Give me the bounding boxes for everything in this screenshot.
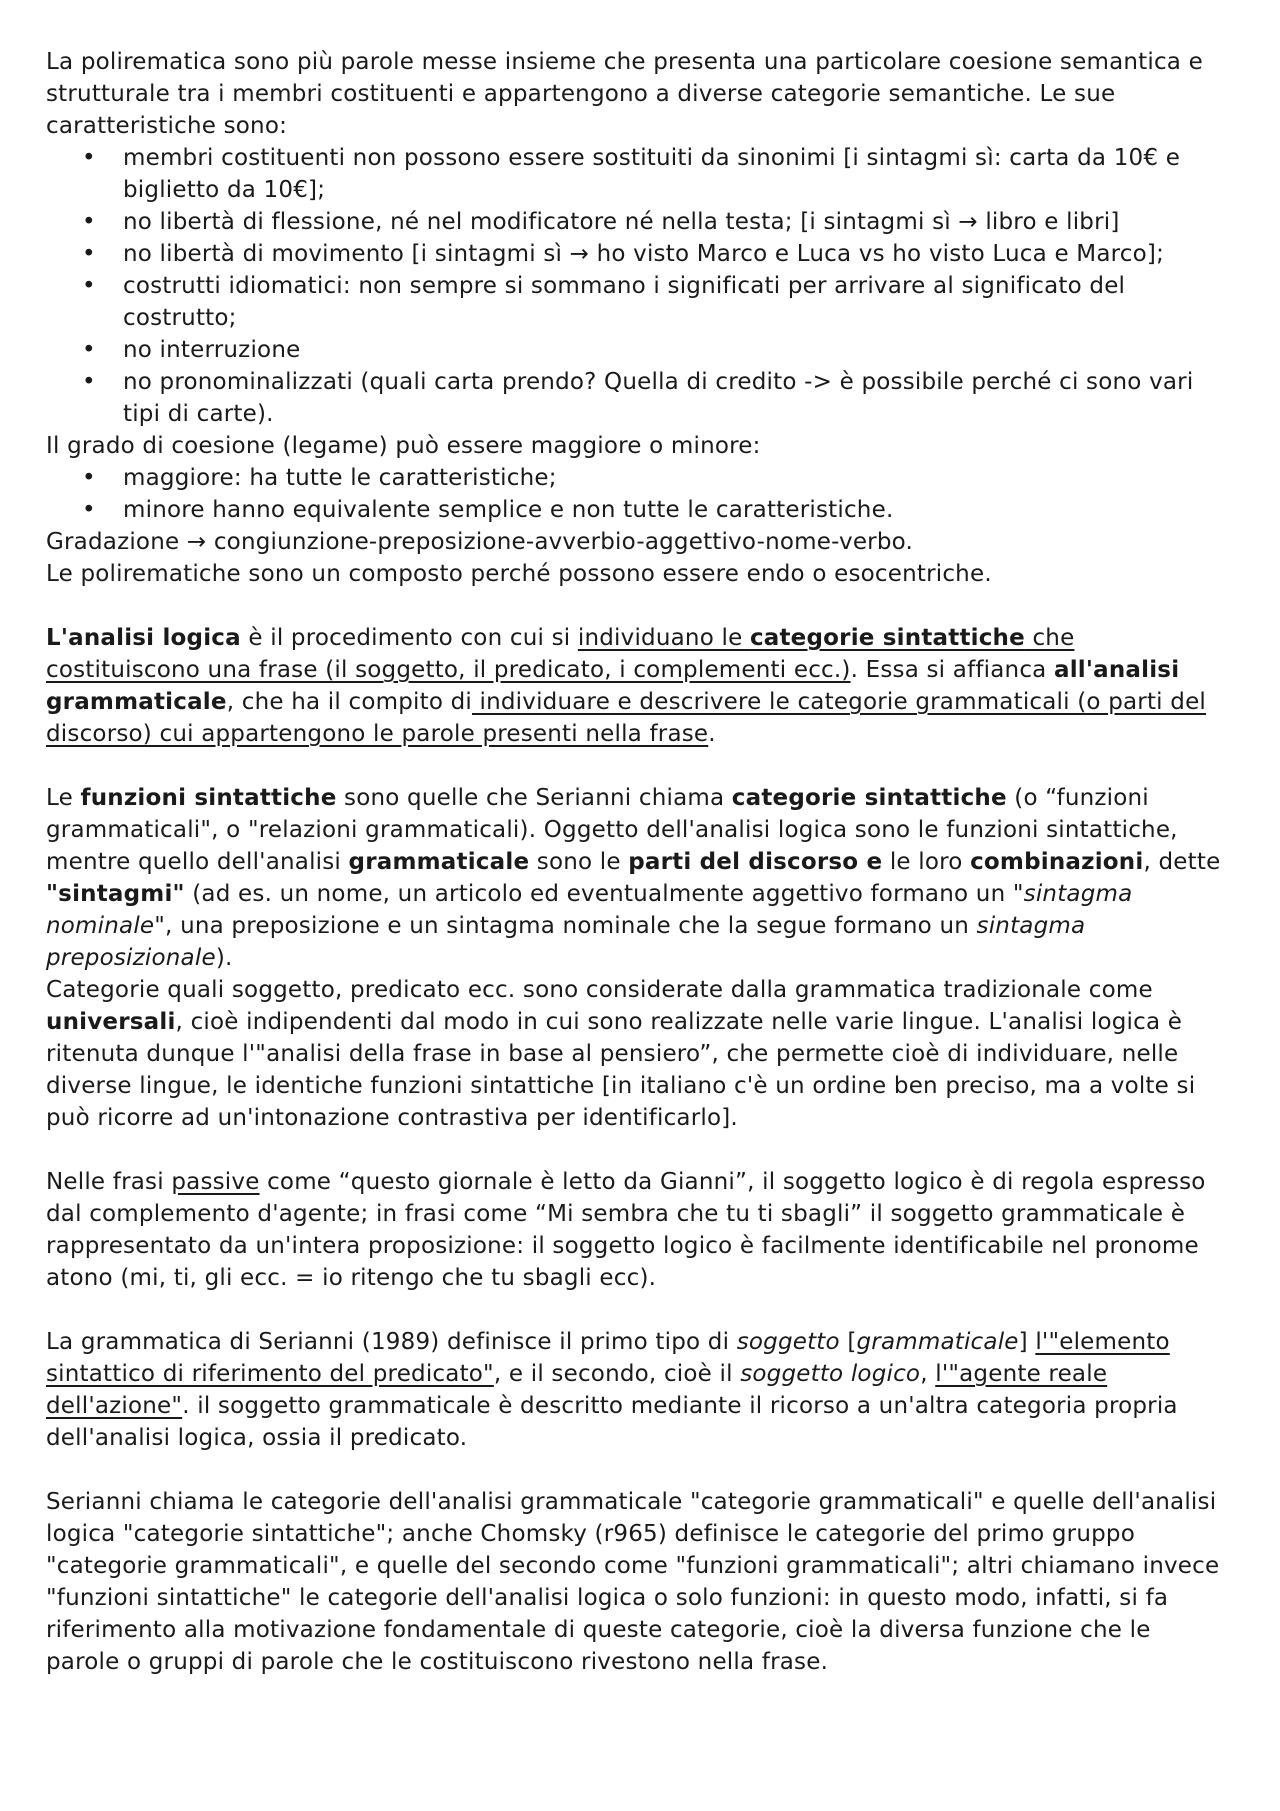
features-list (46, 142, 1230, 430)
list-item: • membri costituenti non possono essere sostituiti da sinonimi [i sintagmi sì: carta da 10€ e biglietto da 10€]; (46, 142, 1230, 206)
paragraph-gap (46, 1134, 1230, 1166)
gradation-line: Gradazione → congiunzione-preposizione-avverbio-aggettivo-nome-verbo. (46, 529, 914, 555)
paragraph-gap (46, 1454, 1230, 1486)
list-item: • no pronominalizzati (quali carta prendo? Quella di credito -> è possibile perché ci sono vari tipi di carte). (46, 366, 1230, 430)
term-analisi-grammaticale: all'analisi grammaticale (46, 657, 1180, 715)
soggetto-paragraph: La grammatica di Serianni (1989) definisce il primo tipo di soggetto [grammaticale] l'"elemento sintattico di riferimento del predicato", e il secondo, cioè il soggetto logico, l'"agente reale dell'azione". il soggetto grammaticale è descritto mediante il ricorso a un'altra categoria propria dell'analisi logica, ossia il predicato. (46, 1329, 1178, 1451)
paragraph-gap (46, 750, 1230, 782)
terminologia-paragraph: Serianni chiama le categorie dell'analisi grammaticale "categorie grammaticali" e quelle dell'analisi logica "categorie sintattiche"; anche Chomsky (r965) definisce le categorie del primo gruppo "categorie grammaticali", e quelle del secondo come "funzioni grammaticali"; altri chiamano invece "funzioni sintattiche" le categorie dell'analisi logica o solo funzioni: in questo modo, infatti, si fa riferimento alla motivazione fondamentale di queste categorie, cioè la diversa funzione che le parole o gruppi di parole che le costituiscono rivestono nella frase. (46, 1489, 1220, 1675)
analisi-logica-paragraph: L'analisi logica è il procedimento con cui si individuano le categorie sintattiche che costituiscono una frase (il soggetto, il predicato, i complementi ecc.). Essa si affianca all'analisi grammaticale, che ha il compito di individuare e descrivere le categorie grammaticali (o parti del discorso) cui appartengono le parole presenti nella frase. (46, 625, 1207, 747)
polirematica-intro: La polirematica sono più parole messe insieme che presenta una particolare coesione semantica e strutturale tra i membri costituenti e appartengono a diverse categorie semantiche. Le sue caratteristiche sono: (46, 49, 1203, 139)
underlined-definition: individuare e descrivere le categorie grammaticali (o parti del discorso) cui appartengono le parole presenti nella frase (46, 689, 1207, 747)
cohesion-intro: Il grado di coesione (legame) può essere maggiore o minore: (46, 433, 761, 459)
universali-paragraph: Categorie quali soggetto, predicato ecc. sono considerate dalla grammatica tradizionale come universali, cioè indipendenti dal modo in cui sono realizzate nelle varie lingue. L'analisi logica è ritenuta dunque l'"analisi della frase in base al pensiero”, che permette cioè di individuare, nelle diverse lingue, le identiche funzioni sintattiche [in italiano c'è un ordine ben preciso, ma a volte si può ricorre ad un'intonazione contrastiva per identificarlo]. (46, 977, 1196, 1131)
list-item: • minore hanno equivalente semplice e non tutte le caratteristiche. (46, 494, 1230, 526)
compound-line: Le polirematiche sono un composto perché possono essere endo o esocentriche. (46, 561, 992, 587)
list-item: • costrutti idiomatici: non sempre si sommano i significati per arrivare al significato del costrutto; (46, 270, 1230, 334)
frasi-passive-paragraph: Nelle frasi passive come “questo giornale è letto da Gianni”, il soggetto logico è di regola espresso dal complemento d'agente; in frasi come “Mi sembra che tu ti sbagli” il soggetto grammaticale è rappresentato da un'intera proposizione: il soggetto logico è facilmente identificabile nel pronome atono (mi, ti, gli ecc. = io ritengo che tu sbagli ecc). (46, 1169, 1206, 1291)
list-item: • no libertà di flessione, né nel modificatore né nella testa; [i sintagmi sì → libro e libri] (46, 206, 1230, 238)
list-item: • no interruzione (46, 334, 1230, 366)
underlined-definition: individuano le categorie sintattiche che costituiscono una frase (il soggetto, il predicato, i complementi ecc.) (46, 625, 1075, 683)
funzioni-sintattiche-paragraph: Le funzioni sintattiche sono quelle che Serianni chiama categorie sintattiche (o “funzioni grammaticali", o "relazioni grammaticali). Oggetto dell'analisi logica sono le funzioni sintattiche, mentre quello dell'analisi grammaticale sono le parti del discorso e le loro combinazioni, dette "sintagmi" (ad es. un nome, un articolo ed eventualmente aggettivo formano un "sintagma nominale", una preposizione e un sintagma nominale che la segue formano un sintagma preposizionale). (46, 785, 1221, 971)
cohesion-list (46, 462, 1230, 526)
list-item: • no libertà di movimento [i sintagmi sì → ho visto Marco e Luca vs ho visto Luca e Marco]; (46, 238, 1230, 270)
term-analisi-logica: L'analisi logica (46, 625, 241, 651)
paragraph-gap (46, 590, 1230, 622)
paragraph-gap (46, 1294, 1230, 1326)
list-item: • maggiore: ha tutte le caratteristiche; (46, 462, 1230, 494)
